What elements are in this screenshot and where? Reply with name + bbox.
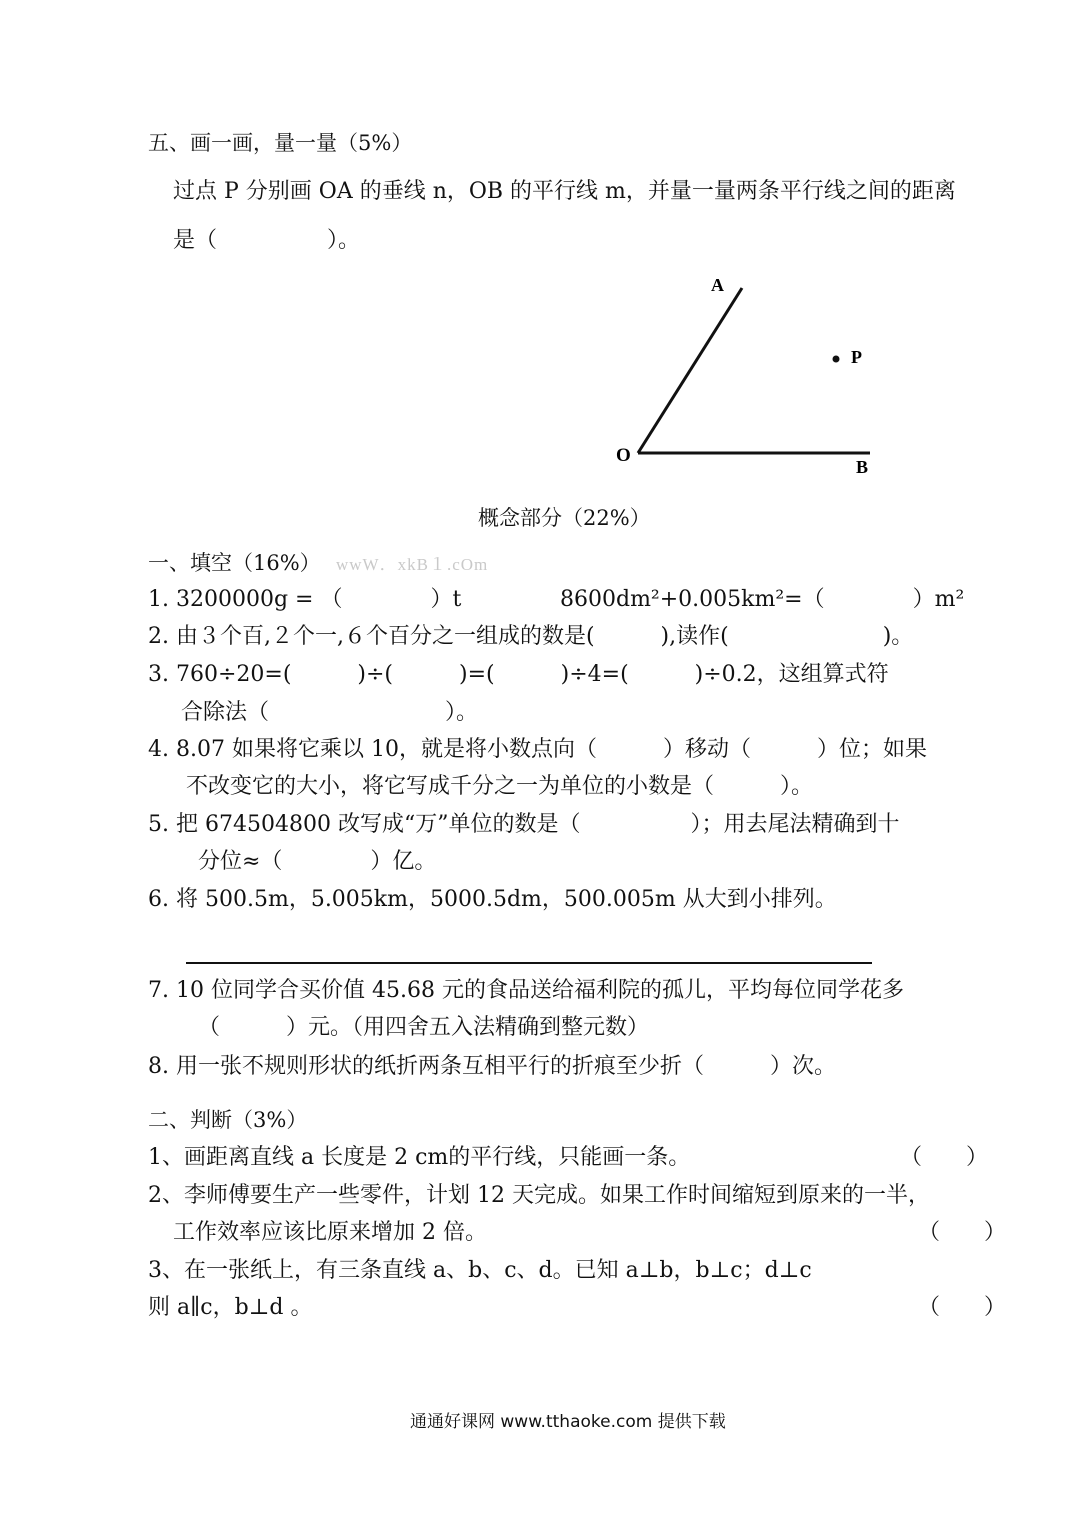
angle-figure: [600, 268, 890, 483]
judge-answer-paren-3: （ ）: [918, 1295, 1007, 1320]
point-p: [833, 356, 840, 363]
answer-line: [186, 962, 872, 964]
label-o: O: [616, 445, 631, 466]
question-1a: 1. 3200000g = （ ）t: [148, 587, 462, 612]
ray-oa: [638, 288, 742, 453]
judge-question-3-line1: 3、在一张纸上，有三条直线 a、b、c、d。已知 a⊥b，b⊥c；d⊥c: [148, 1258, 812, 1283]
section-heading-draw-measure: 五、画一画，量一量（5%）: [148, 131, 413, 155]
question-4-line2: 不改变它的大小，将它写成千分之一为单位的小数是（ ）。: [186, 774, 814, 799]
section5-instruction-line2: 是（ ）。: [173, 228, 361, 253]
question-2: 2. 由３个百,２个一,６个百分之一组成的数是( ),读作( )。: [148, 624, 914, 649]
judge-answer-paren-2: （ ）: [918, 1220, 1007, 1245]
judge-question-1: 1、画距离直线 a 长度是 2 cm的平行线，只能画一条。: [148, 1145, 691, 1170]
question-4-line1: 4. 8.07 如果将它乘以 10，就是将小数点向（ ）移动（ ）位；如果: [148, 737, 927, 762]
question-1b: 8600dm²+0.005km²=（ ）m²: [560, 587, 965, 612]
judge-question-2-line1: 2、李师傅要生产一些零件，计划 12 天完成。如果工作时间缩短到原来的一半，: [148, 1183, 930, 1208]
question-5-line2: 分位≈（ ）亿。: [198, 849, 437, 874]
question-6: 6. 将 500.5m，5.005km，5000.5dm，500.005m 从大到小排列。: [148, 887, 837, 912]
question-7-line1: 7. 10 位同学合买价值 45.68 元的食品送给福利院的孤儿，平均每位同学花多: [148, 978, 904, 1003]
question-3-line2: 合除法（ ）。: [181, 700, 479, 725]
label-b: B: [856, 457, 869, 477]
watermark: wwW．xkB１.cOm: [336, 555, 489, 574]
judge-question-3-line2: 则 a∥c，b⊥d 。: [148, 1295, 313, 1320]
judge-section-heading: 二、判断（3%）: [148, 1108, 308, 1132]
footer-text: 通通好课网 www.tthaoke.com 提供下载: [410, 1412, 726, 1432]
fill-section-heading: 一、填空（16%）: [148, 551, 321, 575]
label-p: P: [851, 347, 862, 367]
question-3-line1: 3. 760÷20=( )÷( )=( )÷4=( )÷0.2，这组算式符: [148, 662, 889, 687]
section5-instruction-line1: 过点 P 分别画 OA 的垂线 n，OB 的平行线 m，并量一量两条平行线之间的距离: [173, 179, 956, 204]
judge-answer-paren-1: （ ）: [900, 1145, 989, 1170]
question-5-line1: 5. 把 674504800 改写成“万”单位的数是（ ）；用去尾法精确到十: [148, 812, 900, 837]
question-7-line2: （ ）元。（用四舍五入法精确到整元数）: [198, 1015, 650, 1040]
judge-question-2-line2: 工作效率应该比原来增加 2 倍。: [173, 1220, 487, 1245]
concept-part-title: 概念部分（22%）: [478, 506, 651, 530]
question-8: 8. 用一张不规则形状的纸折两条互相平行的折痕至少折（ ）次。: [148, 1054, 836, 1079]
label-a: A: [711, 275, 724, 295]
